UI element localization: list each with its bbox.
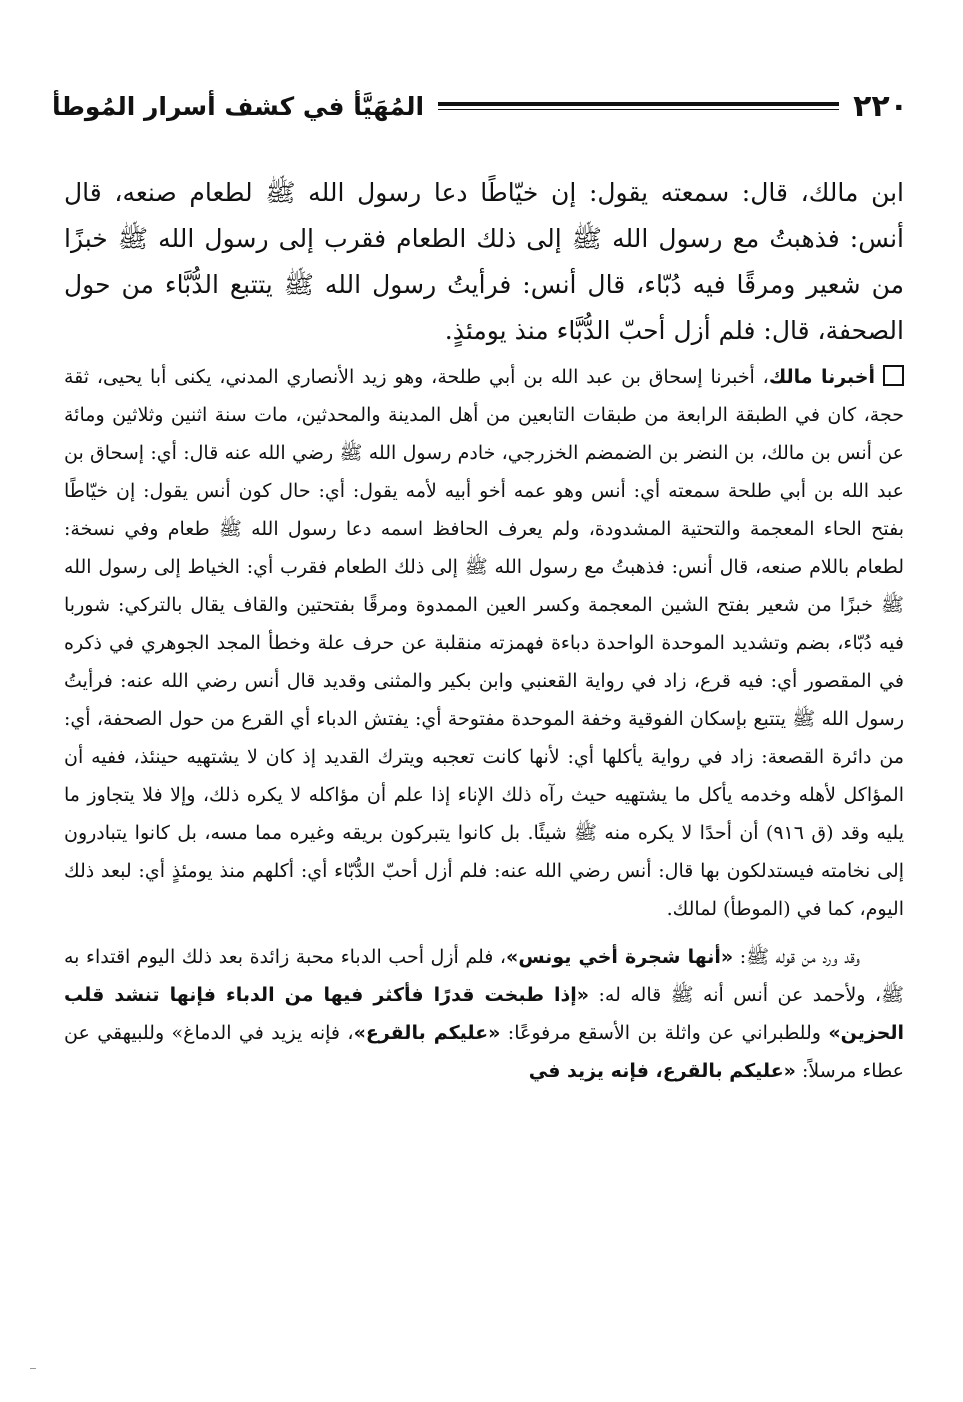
closing-text-1: وقد ورد من قوله ﷺ: — [733, 946, 860, 968]
page-content — [64, 170, 904, 1090]
quote-1: «أنها شجرة أخي يونس» — [506, 946, 734, 968]
closing-text-4: ، فإنه يزيد في الدماغ» وللبيهقي عن عطاء مرسلاً: — [64, 1022, 904, 1082]
hadith-text: ابن مالك، قال: سمعته يقول: إن خيّاطًا دعا رسول الله ﷺ لطعام صنعه، قال أنس: فذهبتُ مع رسول الله ﷺ إلى ذلك الطعام فقرب إلى رسول الله ﷺ خبزًا من شعير ومرقًا فيه دُبّاء، قال أنس: فرأيتُ رسول الله ﷺ يتتبع الدُّبَّاء من حول الصحفة، قال: فلم أزل أحبّ الدُّبَّاء منذ يومئذٍ. — [64, 178, 904, 345]
quote-2: «إذا طبخت قدرًا فأكثر فيها من الدباء فإنها تنشد قلب الحزين» — [64, 984, 904, 1044]
narrator-heading: أخبرنا مالك — [768, 366, 875, 388]
quote-3: «عليكم بالقرع» — [353, 1022, 501, 1044]
closing-text-2: ، فلم أزل أحب الدباء محبة زائدة بعد ذلك اليوم اقتداء به ﷺ، ولأحمد عن أنس أنه ﷺ قاله له: — [64, 946, 904, 1006]
closing-text-3: وللطبراني عن واثلة بن الأسقع مرفوعًا: — [500, 1022, 829, 1044]
section-square-icon — [883, 365, 904, 386]
page-header — [52, 84, 908, 128]
commentary-text: ، أخبرنا إسحاق بن عبد الله بن أبي طلحة، وهو زيد الأنصاري المدني، يكنى أبا يحيى، ثقة حجة، كان في الطبقة الرابعة من طبقات التابعين من أهل المدينة والمحدثين، مات سنة اثنين وثلاثين ومائة عن أنس بن مالك، بن النضر بن الضمضم الخزرجي، خادم رسول الله ﷺ رضي الله عنه قال: أي: إسحاق بن عبد الله بن أبي طلحة سمعته أي: أنس وهو عمه أخو أبيه لأمه يقول: أي: حال كون أنس يقول: إن خيّاطًا بفتح الحاء المعجمة والتحتية المشدودة، ولم يعرف الحافظ اسمه دعا رسول الله ﷺ طعام وفي نسخة: لطعام باللام صنعه، قال أنس: فذهبتُ مع رسول الله ﷺ إلى ذلك الطعام فقرب أي: الخياط إلى رسول الله ﷺ خبزًا من شعير بفتح الشين المعجمة وكسر العين الممدوة ومرقًا بفتحتين والقاف يقال بالتركي: شوربا فيه دُبّاء، بضم وتشديد الموحدة الواحدة دباءة فهمزته منقلبة عن حرف علة وخطأ المجد الجوهري في ذكره في المقصور أي: فيه قرع، زاد في رواية القعنبي وابن بكير والمثنى وقديد قال أنس رضي الله عنه: فرأيتُ رسول الله ﷺ يتتبع بإسكان الفوقية وخفة الموحدة مفتوحة أي: يفتش الدباء أي القرع من حول الصحفة، أي: من دائرة القصعة: زاد في رواية يأكلها أي: لأنها كانت تعجبه ويترك القديد إذ كان لا يشتهيه حينئذ، ففيه أن المؤاكل لأهله وخدمه يأكل ما يشتهيه حيث رآه ذلك الإناء إذا علم أن مؤاكله لا يكره ذلك، وإلا فلا يتجاوز ما يليه وقد (ق ٩١٦) أن أحدًا لا يكره منه ﷺ شيئًا. بل كانوا يتبركون بريقه وغيره مما مسه، بل كانوا يتبادرون إلى نخامته فيستدلكون بها قال: أنس رضي الله عنه: فلم أزل أحبّ الدُّبّاء أي: أكلهم منذ يومئذٍ أي: لبعد ذلك اليوم، كما في (الموطأ) لمالك. — [64, 366, 904, 920]
header-rule-thick — [438, 102, 839, 106]
header-rule-thin — [438, 109, 839, 110]
commentary-paragraph — [64, 358, 904, 928]
header-rule — [438, 102, 839, 110]
page-number: ٢٢٠ — [853, 88, 908, 124]
quote-4: «عليكم بالقرع، فإنه يزيد في — [528, 1060, 796, 1082]
book-title: المُهَيَّأ في كشف أسرار المُوطأ — [52, 91, 425, 121]
closing-paragraph — [64, 938, 904, 1090]
scan-edge-mark — [30, 1368, 36, 1369]
